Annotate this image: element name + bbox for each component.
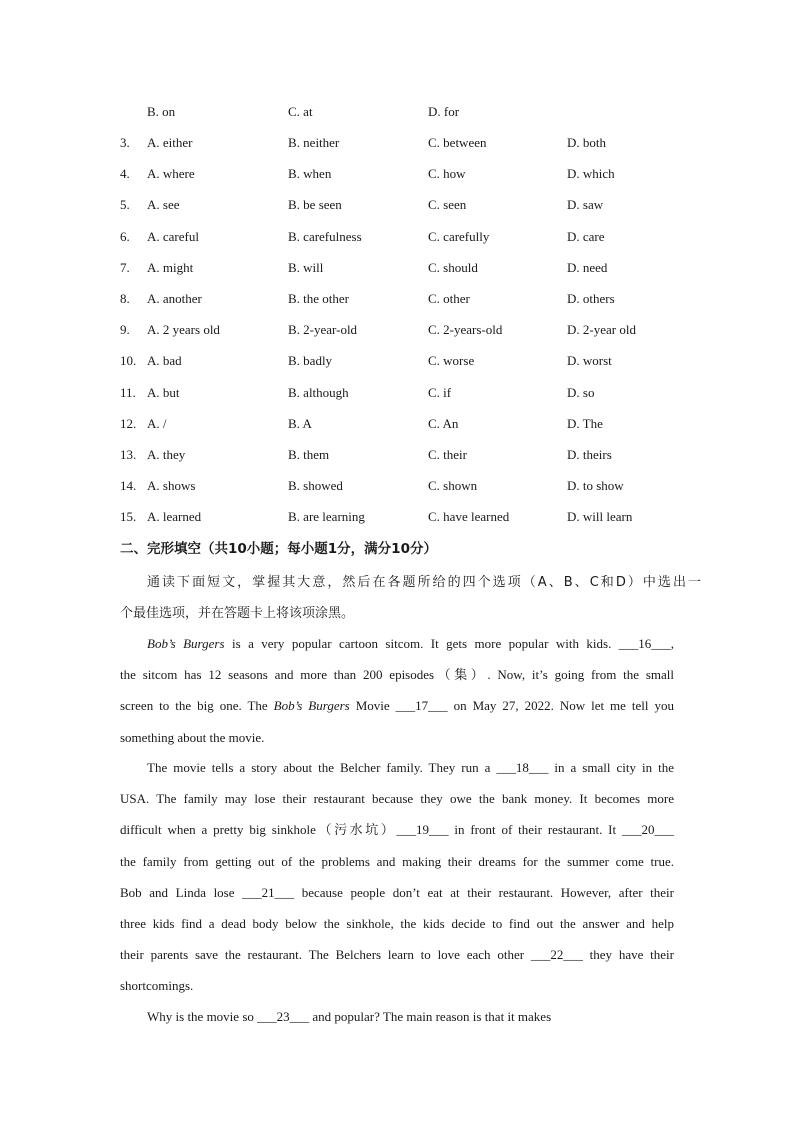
option-d: D. will learn	[567, 509, 633, 525]
question-row	[0, 164, 794, 184]
question-number: 15.	[120, 509, 137, 525]
passage-line: The movie tells a story about the Belcher family. They run a ___18___ in a small city in the	[147, 760, 674, 775]
passage-paragraph-2	[120, 752, 674, 1002]
passage-line: difficult when a pretty big sinkhole（污水坑）___19___ in front of their restaurant. It ___20___	[120, 822, 674, 838]
option-b: B. carefulness	[288, 228, 362, 244]
question-row	[0, 445, 794, 465]
option-d: D. both	[567, 135, 606, 150]
option-a: A. see	[147, 197, 180, 213]
passage-line: the family from getting out of the problems and making their dreams for the summer come true.	[120, 853, 674, 869]
question-number: 14.	[120, 478, 137, 494]
passage-line: shortcomings.	[120, 978, 194, 994]
option-b: B. when	[288, 166, 332, 182]
question-number: 8.	[120, 291, 130, 306]
question-number: 7.	[120, 259, 130, 275]
option-c: C. 2-years-old	[428, 322, 503, 338]
question-row	[0, 227, 794, 247]
option-a: A. might	[147, 259, 194, 275]
passage-line: USA. The family may lose their restaurant because they owe the bank money. It becomes more	[120, 791, 674, 807]
question-number: 13.	[120, 447, 137, 462]
option-b: B. 2-year-old	[288, 322, 358, 338]
option-c: C. other	[428, 291, 470, 306]
question-row	[0, 476, 794, 496]
option-c: C. should	[428, 259, 478, 275]
option-d: D. saw	[567, 197, 604, 213]
option-a: A. /	[147, 415, 167, 431]
option-c: C. worse	[428, 353, 475, 369]
option-b: B. neither	[288, 135, 340, 150]
option-c: C. shown	[428, 478, 478, 494]
question-row	[0, 195, 794, 215]
option-d: D. to show	[567, 478, 624, 494]
option-b: B. them	[288, 447, 330, 462]
option-a: A. another	[147, 291, 202, 306]
question-row	[0, 507, 794, 527]
option-d: D. which	[567, 166, 615, 182]
question-row	[0, 289, 794, 309]
option-a: A. 2 years old	[147, 322, 220, 338]
text-run: Movie ___17___ on May 27, 2022. Now let me tell you	[349, 698, 674, 714]
question-row	[0, 320, 794, 340]
passage-line: Why is the movie so ___23___ and popular? The main reason is that it makes	[147, 1009, 552, 1024]
option-b: B. showed	[288, 478, 343, 494]
section-title: 二、完形填空（共10小题；每小题1分，满分10分）	[120, 541, 437, 557]
option-c: C. An	[428, 415, 459, 431]
question-number: 12.	[120, 415, 137, 431]
option-a: A. careful	[147, 228, 199, 244]
instructions-line-1: 通读下面短文，掌握其大意，然后在各题所给的四个选项（A、B、C和D）中选出一	[147, 575, 701, 590]
question-row	[0, 383, 794, 403]
option-d: D. The	[567, 415, 603, 431]
option-a: A. shows	[147, 478, 196, 494]
question-number: 5.	[120, 197, 130, 213]
option-c: C. at	[288, 104, 313, 119]
question-number: 3.	[120, 135, 130, 150]
option-d: D. need	[567, 259, 608, 275]
option-d: D. others	[567, 291, 615, 306]
option-d: D. so	[567, 384, 595, 400]
option-d: D. worst	[567, 353, 612, 369]
question-row	[0, 258, 794, 278]
question-number: 6.	[120, 228, 130, 244]
option-b: B. although	[288, 384, 349, 400]
option-b: B. A	[288, 415, 312, 431]
passage-line	[120, 690, 674, 721]
movie-title: Bob’s Burgers	[147, 636, 225, 651]
question-number: 10.	[120, 353, 137, 369]
question-row	[0, 351, 794, 371]
passage-line	[120, 628, 674, 659]
option-a: A. they	[147, 447, 186, 462]
passage-line: Bob and Linda lose ___21___ because people don’t eat at their restaurant. However, after their	[120, 884, 674, 900]
text-run: is a very popular cartoon sitcom. It gets more popular with kids. ___16___,	[224, 636, 675, 651]
option-d: D. for	[428, 104, 460, 119]
option-a: A. but	[147, 384, 180, 400]
option-c: C. have learned	[428, 509, 510, 525]
option-b: B. badly	[288, 353, 333, 369]
question-row	[0, 133, 794, 153]
option-b: B. will	[288, 259, 324, 275]
option-a: A. where	[147, 166, 195, 182]
instructions	[120, 567, 701, 629]
option-b: B. on	[147, 104, 176, 119]
passage-line: three kids find a dead body below the sinkhole, the kids decide to find out the answer and help	[120, 915, 674, 931]
passage-line: the sitcom has 12 seasons and more than 200 episodes（集）. Now, it’s going from the small	[120, 667, 674, 683]
question-row	[0, 414, 794, 434]
instructions-line-2: 个最佳选项，并在答题卡上将该项涂黑。	[120, 606, 355, 622]
option-c: C. seen	[428, 197, 467, 213]
option-c: C. their	[428, 447, 467, 462]
options-row-continued	[0, 102, 794, 122]
option-b: B. be seen	[288, 197, 342, 213]
text-run: screen to the big one. The	[120, 698, 274, 714]
passage-paragraph-1	[120, 628, 674, 753]
question-number: 9.	[120, 322, 130, 338]
option-b: B. are learning	[288, 509, 365, 525]
passage-line: something about the movie.	[120, 729, 265, 745]
passage-paragraph-3	[120, 1001, 674, 1032]
option-b: B. the other	[288, 291, 350, 306]
option-d: D. 2-year old	[567, 322, 636, 338]
option-a: A. learned	[147, 509, 202, 525]
option-a: A. either	[147, 135, 193, 150]
question-number: 4.	[120, 166, 130, 182]
option-a: A. bad	[147, 353, 182, 369]
option-c: C. how	[428, 166, 466, 182]
question-number: 11.	[120, 384, 136, 400]
passage-line: their parents save the restaurant. The Belchers learn to love each other ___22___ they have their	[120, 947, 674, 963]
option-c: C. if	[428, 384, 452, 400]
option-c: C. between	[428, 135, 487, 150]
movie-title: Bob’s Burgers	[273, 698, 350, 714]
option-d: D. care	[567, 228, 605, 244]
option-c: C. carefully	[428, 228, 490, 244]
option-d: D. theirs	[567, 447, 612, 462]
